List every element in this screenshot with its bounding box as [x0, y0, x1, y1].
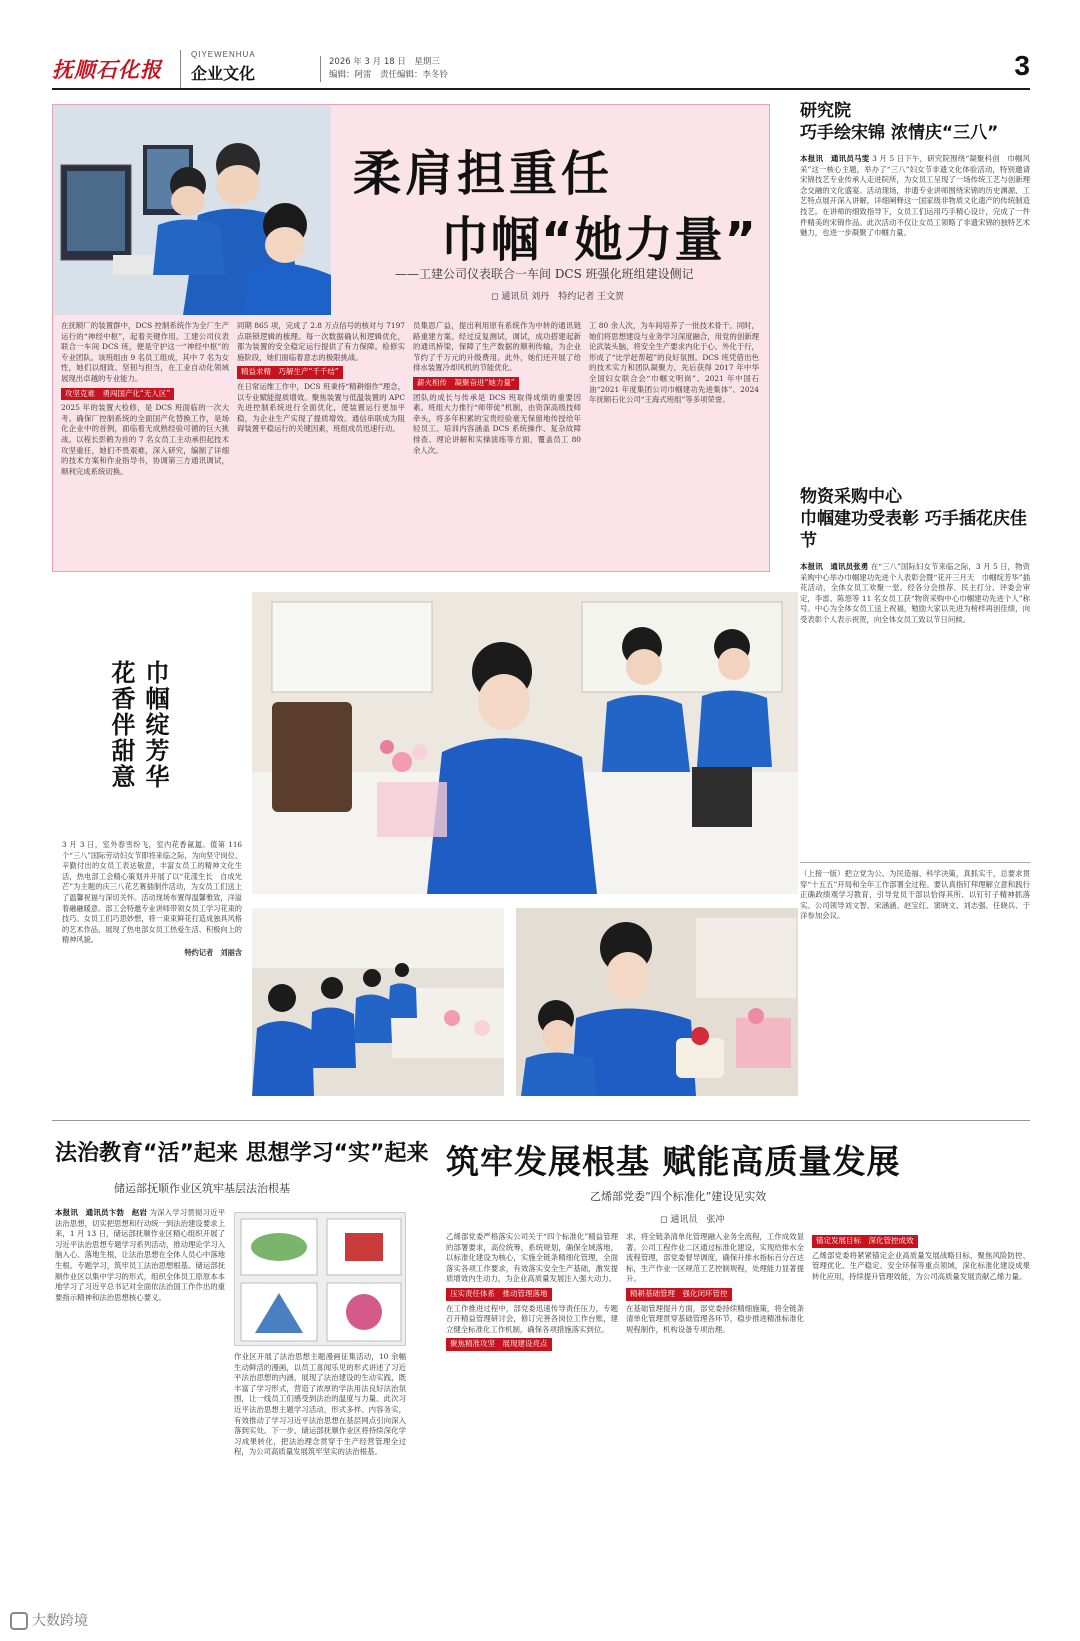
paragraph: 工 80 余人次，为车间培养了一批技术骨干。同时，她们将思想建设与业务学习深度融合，用党的创新理论武装头脑，将安全生产要求内化于心、外化于行，形成了“比学赶帮超”的良好氛围。DCS 班凭借出色的技术实力和团队凝聚力，先后获得 2017 年中华全国妇女联合会“巾帼文明岗”、2021 年中国石油“2021 年度集团公司巾帼建功先进集体”、2024 年抚顺石化公司“王海式班组”等多项荣誉。 — [589, 321, 759, 405]
law-body-2 — [234, 1352, 406, 1540]
section-tag: 精耕基础管理 强化闭环管控 — [626, 1288, 732, 1301]
section-tag: 精益求精 巧解生产“千千结” — [237, 366, 343, 379]
procurement-kicker: 物资采购中心 — [800, 487, 902, 507]
paragraph: 乙烯部党委将紧紧锚定企业高质量发展战略目标，聚焦风险防控、管理优化、生产稳定、安全环保等重点领域，深化标准化建设成果转化应用，持续提升管理效能，为公司高质量发展贡献乙烯力量。 — [812, 1250, 1030, 1281]
law-headline: 法治教育“活”起来 思想学习“实”起来 — [55, 1141, 429, 1166]
section-divider — [52, 1120, 1030, 1121]
feature-headline-1: 柔肩担重任 — [353, 146, 614, 202]
law-text-1: 为深入学习贯彻习近平法治思想，切实把思想和行动统一到法治建设要求上来，1 月 13 日，储运部抚顺作业区精心组织开展了习近平法治思想专题学习系列活动，推动理论学习入脑入心、落地生根，让法治思想在全体人员心中落地生根。专题学习，筑牢员工法治思想根基。储运部抚顺作业区以集中学习的形式，组织全体员工原原本本地学习了习近平总书记对全面依法治国工作作出的重要指示精神和法治思想核心要义。 — [55, 1208, 225, 1302]
paragraph: 2025 年的装置大检修，是 DCS 班面临的一次大考。确保厂控制系统的全面国产化替换工作，是场化企业中的首例，面临着无成熟经验可循的巨大挑战。以程长彭鹤为首的 7 名女员工主动承担起技术攻坚重任，她们不畏艰难，深入研究，编制了详细的技术方案和作业指导书，协调第三方通讯调试，顺利完成系统切换。 — [61, 403, 229, 476]
feature-column-3 — [413, 321, 581, 569]
section-tag: 压实责任体系 推动管理落地 — [446, 1288, 552, 1301]
research-body — [800, 154, 1030, 434]
section-tag: 聚焦精准攻坚 展现建设亮点 — [446, 1338, 552, 1351]
research-headline: 巧手绘宋锦 浓情庆“三八” — [800, 123, 999, 143]
ethylene-column-1 — [446, 1232, 618, 1532]
masthead — [52, 50, 1030, 90]
feature-article — [52, 104, 770, 572]
law-subtitle: 储运部抚顺作业区筑牢基层法治根基 — [114, 1182, 290, 1195]
procurement-article — [800, 486, 1030, 1107]
paragraph: 员集思广益，提出利用原有系统作为中转的通讯链路重建方案。经过反复测试，调试，成功搭建起新的通讯桥梁，保障了生产数据的顺利传输，为企业节约了千万元的升级费用。此外，她们还开展了给排水装置冷却风机的节能优化。 — [413, 321, 581, 373]
watermark-logo-icon — [10, 1612, 28, 1630]
paragraph: 在抚顺厂的装置群中，DCS 控制系统作为全厂生产运行的“神经中枢”，起着关键作用。工建公司仪表联合一车间 DCS 班，便是守护这一“神经中枢”的专业团队。该班组由 9 名员工组成，其中 7 名为女性，她们以细致、坚韧与担当，在工业自动化领域展现出卓越的专业能力。 — [61, 321, 229, 383]
feature-subtitle: ——工建公司仪表联合一车间 DCS 班强化班组建设侧记 — [395, 267, 694, 281]
newspaper-logo: 抚顺石化报 — [52, 57, 162, 82]
paragraph: 求，将全链条清单化管理融入业务全流程，工作成效显著。公司工程作业二区通过标准化建设，实现给排水全流程管理，部党委督导调度，确保升排水指标百分百达标，生产作业一区规范工艺控制规程，处理能力显著提升。 — [626, 1232, 804, 1284]
section-title: 企业文化 — [191, 64, 256, 83]
feature-headline-2: 巾帼“她力量” — [441, 212, 759, 268]
flower-headline — [100, 660, 170, 820]
flower-title-b: 花香伴甜意 — [107, 660, 135, 790]
flower-title-a: 巾帼绽芳华 — [141, 660, 169, 790]
section-header — [180, 50, 256, 88]
feature-byline: ◻ 通讯员 刘丹 特约记者 王文贺 — [491, 292, 625, 302]
law-body-1 — [55, 1208, 225, 1538]
page-number: 3 — [1014, 50, 1030, 81]
watermark-text: 大数跨境 — [32, 1613, 88, 1629]
procurement-headline: 巾帼建功受表彰 巧手插花庆佳节 — [800, 509, 1027, 551]
procurement-byline: 本报讯 通讯员张勇 — [800, 562, 869, 571]
cake-decorating-photo-illustration — [516, 908, 798, 1096]
procurement-text: 在“三八”国际妇女节来临之际，3 月 5 日，物资采购中心举办巾帼建功先进个人表彰会暨“花开三月天 巾帼绽芳华”插花活动，全体女员工欢聚一堂。经各分会推荐、民主打分、评委会审定，李雷、陈悠等 11 名女员工获“物资采购中心巾帼建功先进个人”称号。中心为全体女员工送上祝福，勉励大家以先进为榜样再创佳绩，向受表彰个人表示祝贺，向全体女员工致以节日问候。 — [800, 562, 1030, 624]
ethylene-byline: ◻ 通讯员 张冲 — [660, 1215, 725, 1225]
flower-byline: 特约记者 刘丽含 — [184, 947, 242, 957]
paragraph: 在日常运维工作中，DCS 班秉持“精耕细作”理念，以专业赋能提质增效。聚焦装置与低温装置的 APC 先进控制系统进行全面优化，使装置运行更加平稳，为企业生产实现了提质增效。通信串联成为阻碍装置平稳运行的关键因素，班组成员迅速行动。 — [237, 381, 405, 434]
procurement-body — [800, 562, 1030, 852]
continued-text: （上接一版）把立党为公、为民造福、科学决策，真抓实干，总要求贯穿“十五五”开局和全年工作部署全过程。要认真指钉拜理解立意和践行正确政绩观学习教育，引导党员干部以恰得其所、以钉钉子精神抓落实。公司领导刘文智、宋涵涵、赵宝红、窦晓文、刘志强、任晓兵、于洋参加会议。 — [800, 869, 1030, 921]
flower-body — [62, 840, 242, 1084]
ethylene-column-2 — [626, 1232, 804, 1532]
law-cartoon-illustration — [235, 1213, 406, 1346]
paragraph: 同期 865 项，完成了 2.8 万点信号的核对与 7197 点联锁逻辑的梳理。每一次数据确认和逻辑优化，都为装置的安全稳定运行提供了有力保障。检修实施阶段，她们面临着意志的极限挑战。 — [237, 321, 405, 362]
law-cartoon-photo — [234, 1212, 406, 1346]
section-tag: 薪火相传 凝聚奋进“她力量” — [413, 377, 519, 390]
paragraph: 在基础管理提升方面，部党委持续精细施策，将全链条清单化管理贯穿基础管理各环节，稳步推进精准标准化规程制作，机构设备专项治理。 — [626, 1303, 804, 1334]
continued-article — [800, 869, 1030, 1107]
paragraph: 团队的成长与传承是 DCS 班取得成绩的重要因素。班组大力推行“师带徒”机制，由资深高级技师牵头，将多年积累的宝贵经验毫无保留地传授给年轻员工。培训内容涵盖 DCS 系统操作、复杂故障排查、理论讲解和实操演练等方面，覆盖员工 80 余人次。 — [413, 392, 581, 455]
research-article — [800, 100, 1030, 434]
issue-editors: 编辑：阿雷 责任编辑：李冬铃 — [329, 70, 449, 80]
feature-column-2 — [237, 321, 405, 569]
flower-photo-3 — [516, 908, 798, 1096]
law-text-2: 作业区开展了法治思想主题漫画征集活动，10 余幅生动鲜活的漫画，以员工喜闻乐见的形式讲述了习近平法治思想的内涵，展现了法治建设的生动实践，既丰富了学习形式，营造了浓厚的学法用法良好法治氛围，让一线员工们感受到法治的温度与力量。此次习近平法治思想主题学习活动，形式多样、内容务实，有效推动了学习习近平法治思想在基层网点引向深入落到实处。下一步，储运部抚顺作业区将持续深化学习成果转化，把法治理念贯穿于生产经营管理全过程，为公司高质量发展筑牢坚实的法治根基。 — [234, 1352, 406, 1457]
feature-body — [61, 321, 761, 569]
feature-photo — [53, 105, 331, 315]
issue-meta — [320, 56, 448, 82]
classroom-photo-illustration — [252, 908, 504, 1096]
flower-main-photo — [252, 592, 798, 894]
research-text: 3 月 5 日下午，研究院围绕“凝聚科创 巾帼风采”这一核心主题，举办了“三八”妇女节非遗文化体验活动，特别邀请宋锦技艺专业传承人走进院所，为女员工呈现了一场传统工艺与创新理念交融的文化盛宴。活动现场，非遗专业讲师围绕宋锦的历史渊源、工艺特点展开深入讲解，详细阐释这一国家级非物质文化遗产的传统制造技艺。在讲师的细致指导下，女员工们运用巧手精心设计，完成了一件件精美的宋锦作品。此次活动不仅让女员工领略了非遗宋锦的独特艺术魅力，也进一步凝聚了巾帼力量。 — [800, 154, 1030, 238]
flower-text: 3 月 3 日，室外春雪纷飞，室内花香氤氲。值第 116 个“三八”国际劳动妇女节即将来临之际，为向坚守岗位、辛勤付出的女员工表达敬意，丰富女员工的精神文化生活，热电部工会精心策划并开展了以“花漾生长 自成光芒”为主题的庆三八花艺赛插制作活动，为女员工们送上了温馨祝福与深切关怀。活动现场布置得温馨雅致，洋溢着融融暖意。部工会特邀专业讲师带领女员工学习花束的技巧。女员工们巧思妙想，将一束束鲜花打造成独具风格的艺术作品，展现了热电部女员工热爱生活、积极向上的精神风貌。 — [62, 840, 242, 945]
flower-photo-2 — [252, 908, 504, 1096]
watermark — [10, 1610, 88, 1630]
flower-arranging-photo-illustration — [252, 592, 798, 894]
ethylene-column-3 — [812, 1232, 1030, 1532]
issue-date: 2026 年 3 月 18 日 星期三 — [329, 57, 440, 67]
paragraph: 在工作推进过程中，部党委迅速传导责任压力，专题召开精益管理研讨会，修订完善各岗位工作台账，建立健全标准化工作机制，确保各项措施落实到位。 — [446, 1303, 618, 1334]
paragraph: 乙烯部党委严格落实公司关于“四个标准化”精益管理的部署要求，高位统筹，系统规划，确保全域落地，以标准化建设为核心，实施全链条精细化管理，全面落实各项工作要求，有效落实安全生产基础，激发提质增效内生动力，为企业高质量发展注入强大动力。 — [446, 1232, 618, 1284]
section-english: QIYEWENHUA — [191, 50, 256, 59]
section-tag: 锚定发展目标 深化管控成效 — [812, 1235, 918, 1248]
dcs-workers-photo-illustration — [53, 105, 331, 315]
ethylene-subtitle: 乙烯部党委“四个标准化”建设见实效 — [590, 1190, 767, 1203]
section-tag: 攻坚克难 勇闯国产化“无人区” — [61, 388, 174, 401]
feature-column-4 — [589, 321, 759, 569]
feature-column-1 — [61, 321, 229, 569]
ethylene-headline: 筑牢发展根基 赋能高质量发展 — [446, 1142, 901, 1181]
research-byline: 本报讯 通讯员马雯 — [800, 154, 870, 163]
research-kicker: 研究院 — [800, 101, 851, 121]
law-byline: 本报讯 通讯员卞勃 赵岩 — [55, 1208, 148, 1217]
